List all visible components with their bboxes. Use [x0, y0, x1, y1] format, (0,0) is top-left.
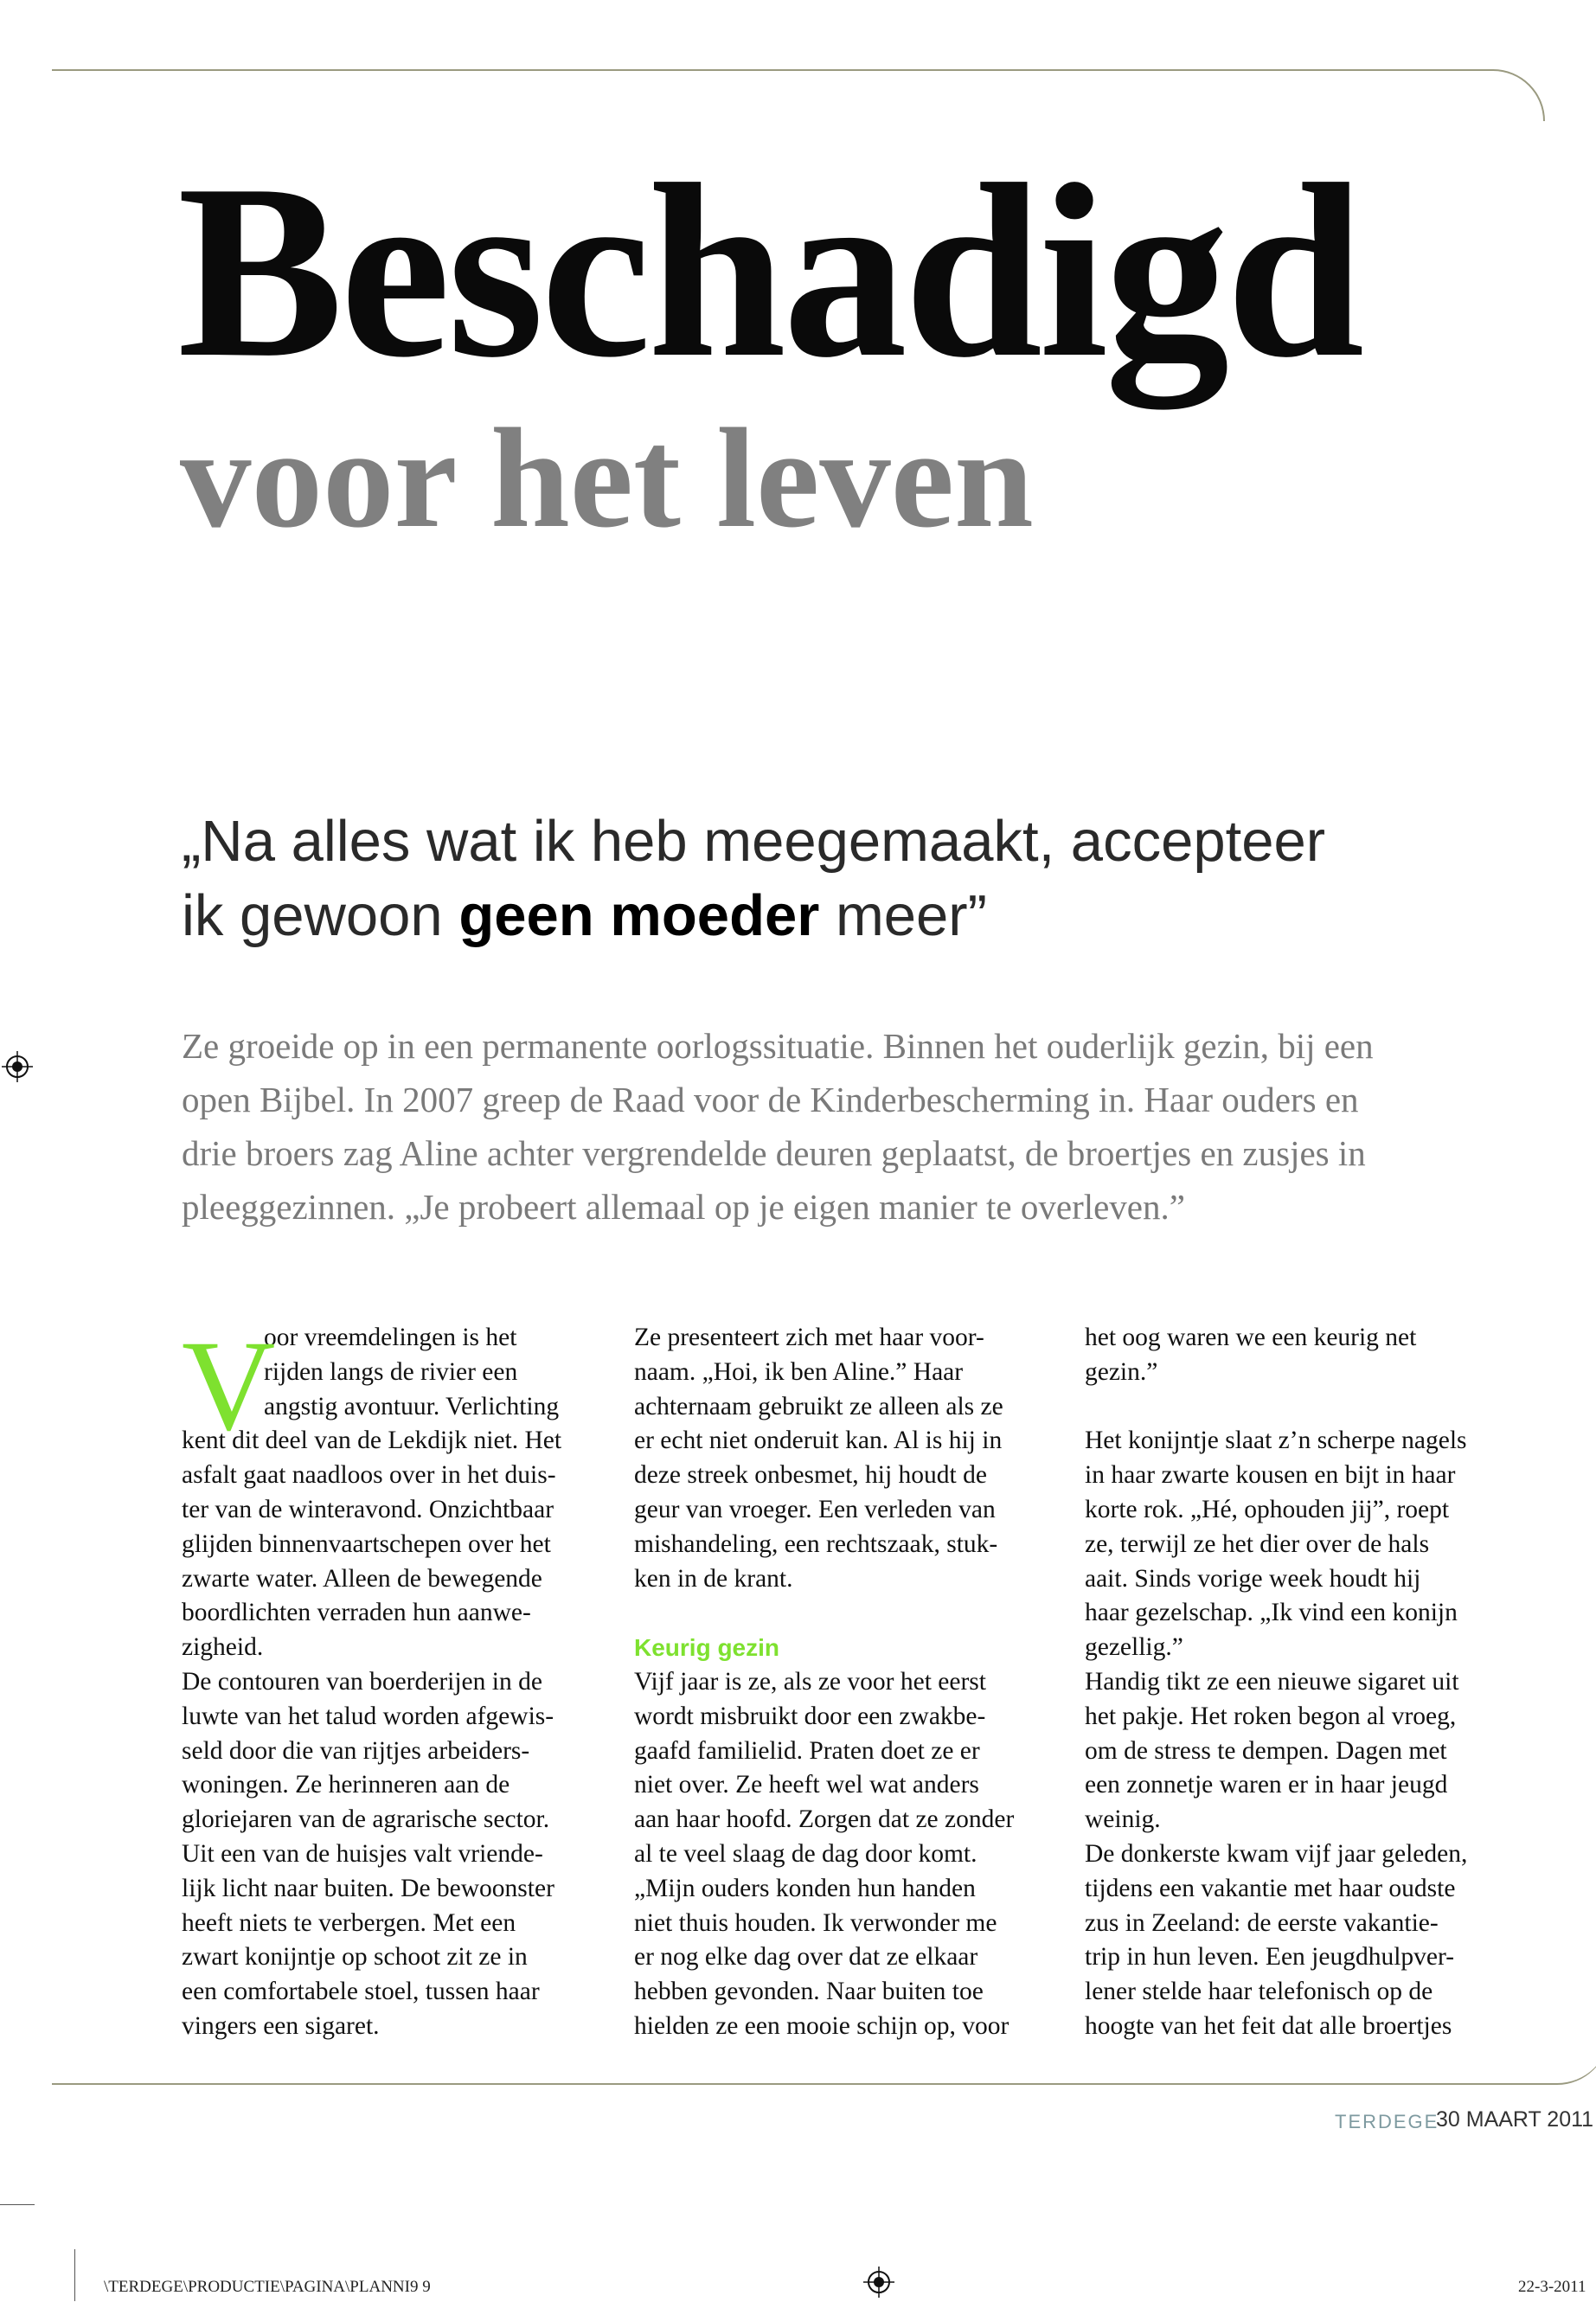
- body-line: ken in de krant.: [634, 1564, 793, 1593]
- body-line: een zonnetje waren er in haar jeugd: [1085, 1771, 1448, 1799]
- body-line: angstig avontuur. Verlichting: [264, 1392, 560, 1420]
- body-line: naam. „Hoi, ik ben Aline.” Haar: [634, 1357, 964, 1386]
- body-line: rijden langs de rivier een: [264, 1357, 518, 1386]
- pull-quote-line-2: [182, 879, 1479, 953]
- body-line: niet thuis houden. Ik verwonder me: [634, 1908, 997, 1937]
- body-line: korte rok. „Hé, ophouden jij”, roept: [1085, 1495, 1450, 1523]
- pull-quote: [182, 805, 1479, 953]
- article-column-3: [1085, 1321, 1509, 2044]
- body-line: aait. Sinds vorige week houdt hij: [1085, 1564, 1421, 1593]
- body-line: luwte van het talud worden afgewis-: [182, 1702, 554, 1730]
- top-frame-rule: [52, 69, 1545, 121]
- body-line: ter van de winteravond. Onzichtbaar: [182, 1495, 554, 1523]
- pull-quote-line-2-post: meer”: [819, 883, 987, 948]
- body-line: hebben gevonden. Naar buiten toe: [634, 1978, 984, 2006]
- body-line: zigheid.: [182, 1633, 264, 1662]
- body-line: ze, terwijl ze het dier over de hals: [1085, 1529, 1430, 1558]
- body-line: kent dit deel van de Lekdijk niet. Het: [182, 1427, 562, 1455]
- body-line: tijdens een vakantie met haar oudste: [1085, 1874, 1456, 1902]
- body-line: gloriejaren van de agrarische sector.: [182, 1805, 550, 1834]
- body-line: Het konijntje slaat z’n scherpe nagels: [1085, 1427, 1467, 1455]
- body-line: mishandeling, een rechtszaak, stuk-: [634, 1529, 998, 1558]
- headline-subtitle: voor het leven: [180, 399, 1034, 557]
- paragraph-gap: [634, 1596, 1058, 1631]
- body-line: asfalt gaat naadloos over in het duis-: [182, 1461, 556, 1490]
- intro-line: drie broers zag Aline achter vergrendelde deuren geplaatst, de broertjes en zusjes in: [182, 1133, 1366, 1173]
- intro-line: pleeggezinnen. „Je probeert allemaal op je eigen manier te overleven.”: [182, 1187, 1185, 1227]
- body-line: heeft niets te verbergen. Met een: [182, 1908, 516, 1937]
- article-column-1: [182, 1314, 606, 2044]
- footer-brand: TERDEGE: [1335, 2111, 1439, 2132]
- body-line: zus in Zeeland: de eerste vakantie-: [1085, 1908, 1439, 1937]
- registration-mark-icon: [2, 1051, 33, 1082]
- body-line: Vijf jaar is ze, als ze voor het eerst: [634, 1667, 986, 1696]
- crop-mark: [0, 2204, 35, 2205]
- body-line: geur van vroeger. Een verleden van: [634, 1495, 996, 1523]
- body-line: deze streek onbesmet, hij houdt de: [634, 1461, 987, 1490]
- pull-quote-line-2-pre: ik gewoon: [182, 883, 459, 948]
- body-line: zwarte water. Alleen de bewegende: [182, 1564, 542, 1593]
- body-line: een comfortabele stoel, tussen haar: [182, 1978, 540, 2006]
- print-slug-path: \TERDEGE\PRODUCTIE\PAGINA\PLANNI9 9: [104, 2278, 431, 2296]
- body-line: oor vreemdelingen is het: [264, 1324, 517, 1351]
- body-line: Ze presenteert zich met haar voor-: [634, 1324, 984, 1351]
- body-line: al te veel slaag de dag door komt.: [634, 1839, 977, 1868]
- body-line: aan haar hoofd. Zorgen dat ze zonder: [634, 1805, 1015, 1834]
- body-line: vingers een sigaret.: [182, 2011, 380, 2040]
- drop-cap: V: [182, 1314, 276, 1458]
- intro-line: Ze groeide op in een permanente oorlogssituatie. Binnen het ouderlijk gezin, bij een: [182, 1026, 1374, 1066]
- body-line: er echt niet onderuit kan. Al is hij in: [634, 1427, 1003, 1455]
- body-line: achternaam gebruikt ze alleen als ze: [634, 1392, 1003, 1420]
- body-line: gaafd familielid. Praten doet ze er: [634, 1736, 980, 1765]
- body-line: er nog elke dag over dat ze elkaar: [634, 1943, 978, 1972]
- registration-mark-icon: [863, 2267, 894, 2298]
- body-line: haar gezelschap. „Ik vind een konijn: [1085, 1599, 1458, 1627]
- body-line: gezin.”: [1085, 1357, 1158, 1386]
- section-subhead: Keurig gezin: [634, 1634, 780, 1662]
- pull-quote-emphasis: geen moeder: [458, 883, 820, 948]
- body-line: glijden binnenvaartschepen over het: [182, 1529, 551, 1558]
- body-line: Handig tikt ze een nieuwe sigaret uit: [1085, 1667, 1459, 1696]
- intro-line: open Bijbel. In 2007 greep de Raad voor de Kinderbescherming in. Haar ouders en: [182, 1080, 1359, 1119]
- body-line: „Mijn ouders konden hun handen: [634, 1874, 976, 1902]
- body-line: hoogte van het feit dat alle broertjes: [1085, 2011, 1452, 2040]
- body-line: hielden ze een mooie schijn op, voor: [634, 2011, 1010, 2040]
- body-line: wordt misbruikt door een zwakbe-: [634, 1702, 986, 1730]
- body-line: niet over. Ze heeft wel wat anders: [634, 1771, 979, 1799]
- paragraph-gap: [1085, 1390, 1509, 1425]
- body-line: gezellig.”: [1085, 1633, 1183, 1662]
- article-column-2: [634, 1321, 1058, 2044]
- body-line: seld door die van rijtjes arbeiders-: [182, 1736, 530, 1765]
- body-line: zwart konijntje op schoot zit ze in: [182, 1943, 528, 1972]
- pull-quote-line-1: „Na alles wat ik heb meegemaakt, accepteer: [182, 809, 1326, 874]
- headline-title: Beschadigd: [177, 133, 1362, 409]
- body-line: lijk licht naar buiten. De bewoonster: [182, 1874, 554, 1902]
- body-line: trip in hun leven. Een jeugdhulpver-: [1085, 1943, 1455, 1972]
- body-line: woningen. Ze herinneren aan de: [182, 1771, 510, 1799]
- body-line: weinig.: [1085, 1805, 1161, 1834]
- footer-date: 30 MAART 2011: [1436, 2107, 1594, 2132]
- body-line: in haar zwarte kousen en bijt in haar: [1085, 1461, 1456, 1490]
- body-line: De donkerste kwam vijf jaar geleden,: [1085, 1839, 1468, 1868]
- body-line: boordlichten verraden hun aanwe-: [182, 1599, 531, 1627]
- body-line: Uit een van de huisjes valt vriende-: [182, 1839, 543, 1868]
- print-slug-date: 22-3-2011: [1518, 2278, 1586, 2296]
- body-line: om de stress te dempen. Dagen met: [1085, 1736, 1447, 1765]
- body-line: De contouren van boerderijen in de: [182, 1667, 542, 1696]
- body-line: lener stelde haar telefonisch op de: [1085, 1978, 1433, 2006]
- body-line: het pakje. Het roken begon al vroeg,: [1085, 1702, 1457, 1730]
- intro-paragraph: [182, 1019, 1531, 1234]
- crop-mark: [74, 2249, 75, 2301]
- body-line: het oog waren we een keurig net: [1085, 1324, 1417, 1351]
